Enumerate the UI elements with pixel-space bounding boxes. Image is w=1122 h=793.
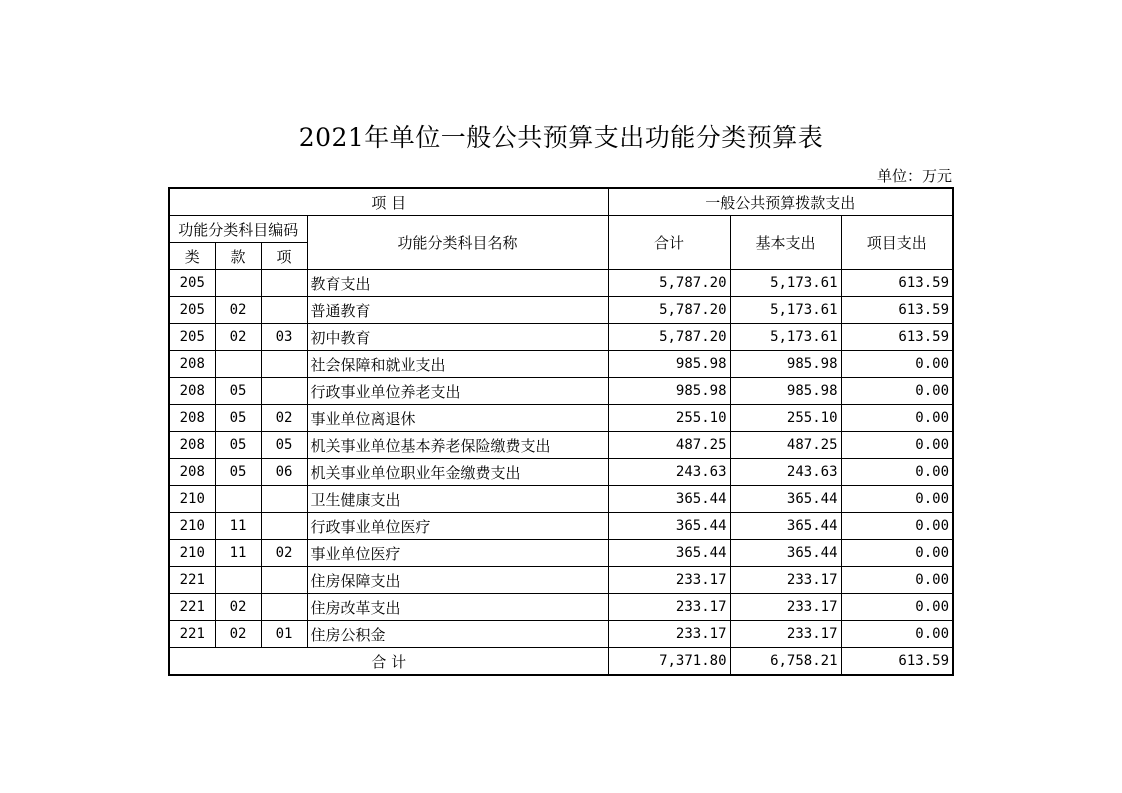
code-lei-cell: 208 bbox=[169, 378, 215, 405]
unit-label: 单位：万元 bbox=[876, 167, 952, 185]
table-row bbox=[169, 540, 953, 567]
item-name-cell: 机关事业单位职业年金缴费支出 bbox=[307, 459, 608, 486]
item-name-cell: 行政事业单位医疗 bbox=[307, 513, 608, 540]
code-xiang-cell bbox=[261, 594, 307, 621]
total-cell: 243.63 bbox=[608, 459, 730, 486]
total-cell: 365.44 bbox=[608, 513, 730, 540]
code-xiang-cell bbox=[261, 513, 307, 540]
total-row bbox=[169, 648, 953, 676]
project-cell: 0.00 bbox=[841, 432, 953, 459]
basic-cell: 5,173.61 bbox=[730, 270, 841, 297]
code-lei-cell: 208 bbox=[169, 351, 215, 378]
code-kuan-cell: 05 bbox=[215, 432, 261, 459]
header-kuan: 款 bbox=[215, 243, 261, 270]
basic-cell: 365.44 bbox=[730, 513, 841, 540]
header-basic: 基本支出 bbox=[730, 216, 841, 270]
header-lei: 类 bbox=[169, 243, 215, 270]
header-item: 项 目 bbox=[169, 188, 608, 216]
total-cell: 5,787.20 bbox=[608, 297, 730, 324]
code-xiang-cell bbox=[261, 297, 307, 324]
total-cell: 365.44 bbox=[608, 486, 730, 513]
code-lei-cell: 205 bbox=[169, 270, 215, 297]
code-xiang-cell: 01 bbox=[261, 621, 307, 648]
table-row bbox=[169, 270, 953, 297]
total-cell: 233.17 bbox=[608, 567, 730, 594]
table-row bbox=[169, 594, 953, 621]
code-kuan-cell: 05 bbox=[215, 405, 261, 432]
total-label: 合 计 bbox=[169, 648, 608, 676]
project-cell: 0.00 bbox=[841, 351, 953, 378]
code-lei-cell: 208 bbox=[169, 432, 215, 459]
table-row bbox=[169, 351, 953, 378]
table-row bbox=[169, 459, 953, 486]
project-cell: 0.00 bbox=[841, 513, 953, 540]
header-xiang: 项 bbox=[261, 243, 307, 270]
table-row bbox=[169, 324, 953, 351]
code-kuan-cell bbox=[215, 351, 261, 378]
total-cell: 985.98 bbox=[608, 351, 730, 378]
item-name-cell: 住房保障支出 bbox=[307, 567, 608, 594]
code-kuan-cell bbox=[215, 486, 261, 513]
item-name-cell: 事业单位医疗 bbox=[307, 540, 608, 567]
basic-cell: 233.17 bbox=[730, 621, 841, 648]
code-kuan-cell: 05 bbox=[215, 459, 261, 486]
total-cell: 365.44 bbox=[608, 540, 730, 567]
code-xiang-cell bbox=[261, 567, 307, 594]
code-kuan-cell bbox=[215, 270, 261, 297]
project-cell: 0.00 bbox=[841, 540, 953, 567]
header-total: 合计 bbox=[608, 216, 730, 270]
table-row bbox=[169, 567, 953, 594]
table-row bbox=[169, 297, 953, 324]
total-cell: 5,787.20 bbox=[608, 324, 730, 351]
item-name-cell: 教育支出 bbox=[307, 270, 608, 297]
code-kuan-cell: 02 bbox=[215, 324, 261, 351]
item-name-cell: 行政事业单位养老支出 bbox=[307, 378, 608, 405]
project-cell: 0.00 bbox=[841, 567, 953, 594]
total-sum-cell: 7,371.80 bbox=[608, 648, 730, 676]
code-xiang-cell: 02 bbox=[261, 540, 307, 567]
code-xiang-cell: 06 bbox=[261, 459, 307, 486]
code-xiang-cell: 05 bbox=[261, 432, 307, 459]
code-lei-cell: 210 bbox=[169, 540, 215, 567]
code-xiang-cell bbox=[261, 486, 307, 513]
project-cell: 0.00 bbox=[841, 486, 953, 513]
code-xiang-cell bbox=[261, 270, 307, 297]
header-group: 一般公共预算拨款支出 bbox=[608, 188, 953, 216]
basic-cell: 233.17 bbox=[730, 594, 841, 621]
code-lei-cell: 221 bbox=[169, 621, 215, 648]
item-name-cell: 机关事业单位基本养老保险缴费支出 bbox=[307, 432, 608, 459]
code-xiang-cell: 03 bbox=[261, 324, 307, 351]
code-lei-cell: 205 bbox=[169, 297, 215, 324]
code-kuan-cell: 11 bbox=[215, 540, 261, 567]
project-cell: 613.59 bbox=[841, 324, 953, 351]
code-kuan-cell: 02 bbox=[215, 621, 261, 648]
code-kuan-cell bbox=[215, 567, 261, 594]
basic-cell: 243.63 bbox=[730, 459, 841, 486]
table-row bbox=[169, 621, 953, 648]
item-name-cell: 住房改革支出 bbox=[307, 594, 608, 621]
basic-cell: 233.17 bbox=[730, 567, 841, 594]
table-row bbox=[169, 486, 953, 513]
code-xiang-cell: 02 bbox=[261, 405, 307, 432]
budget-table bbox=[168, 187, 954, 676]
basic-cell: 255.10 bbox=[730, 405, 841, 432]
project-cell: 0.00 bbox=[841, 405, 953, 432]
code-xiang-cell bbox=[261, 351, 307, 378]
code-lei-cell: 208 bbox=[169, 459, 215, 486]
item-name-cell: 初中教育 bbox=[307, 324, 608, 351]
code-lei-cell: 205 bbox=[169, 324, 215, 351]
total-cell: 233.17 bbox=[608, 594, 730, 621]
table-row bbox=[169, 405, 953, 432]
basic-cell: 5,173.61 bbox=[730, 324, 841, 351]
project-cell: 0.00 bbox=[841, 594, 953, 621]
code-lei-cell: 210 bbox=[169, 513, 215, 540]
header-project: 项目支出 bbox=[841, 216, 953, 270]
page-title: 2021年单位一般公共预算支出功能分类预算表 bbox=[298, 123, 824, 152]
total-cell: 985.98 bbox=[608, 378, 730, 405]
code-lei-cell: 221 bbox=[169, 567, 215, 594]
total-cell: 233.17 bbox=[608, 621, 730, 648]
item-name-cell: 事业单位离退休 bbox=[307, 405, 608, 432]
code-xiang-cell bbox=[261, 378, 307, 405]
total-cell: 255.10 bbox=[608, 405, 730, 432]
basic-sum-cell: 6,758.21 bbox=[730, 648, 841, 676]
basic-cell: 985.98 bbox=[730, 378, 841, 405]
total-cell: 487.25 bbox=[608, 432, 730, 459]
basic-cell: 985.98 bbox=[730, 351, 841, 378]
header-code: 功能分类科目编码 bbox=[169, 216, 307, 243]
item-name-cell: 普通教育 bbox=[307, 297, 608, 324]
code-lei-cell: 221 bbox=[169, 594, 215, 621]
code-kuan-cell: 05 bbox=[215, 378, 261, 405]
table-row bbox=[169, 432, 953, 459]
item-name-cell: 住房公积金 bbox=[307, 621, 608, 648]
code-kuan-cell: 02 bbox=[215, 297, 261, 324]
project-cell: 0.00 bbox=[841, 378, 953, 405]
total-cell: 5,787.20 bbox=[608, 270, 730, 297]
code-kuan-cell: 02 bbox=[215, 594, 261, 621]
basic-cell: 5,173.61 bbox=[730, 297, 841, 324]
project-sum-cell: 613.59 bbox=[841, 648, 953, 676]
code-lei-cell: 210 bbox=[169, 486, 215, 513]
project-cell: 0.00 bbox=[841, 621, 953, 648]
project-cell: 613.59 bbox=[841, 297, 953, 324]
project-cell: 613.59 bbox=[841, 270, 953, 297]
code-kuan-cell: 11 bbox=[215, 513, 261, 540]
table-row bbox=[169, 378, 953, 405]
table-row bbox=[169, 513, 953, 540]
item-name-cell: 卫生健康支出 bbox=[307, 486, 608, 513]
item-name-cell: 社会保障和就业支出 bbox=[307, 351, 608, 378]
basic-cell: 487.25 bbox=[730, 432, 841, 459]
code-lei-cell: 208 bbox=[169, 405, 215, 432]
basic-cell: 365.44 bbox=[730, 540, 841, 567]
header-name: 功能分类科目名称 bbox=[307, 216, 608, 270]
basic-cell: 365.44 bbox=[730, 486, 841, 513]
project-cell: 0.00 bbox=[841, 459, 953, 486]
